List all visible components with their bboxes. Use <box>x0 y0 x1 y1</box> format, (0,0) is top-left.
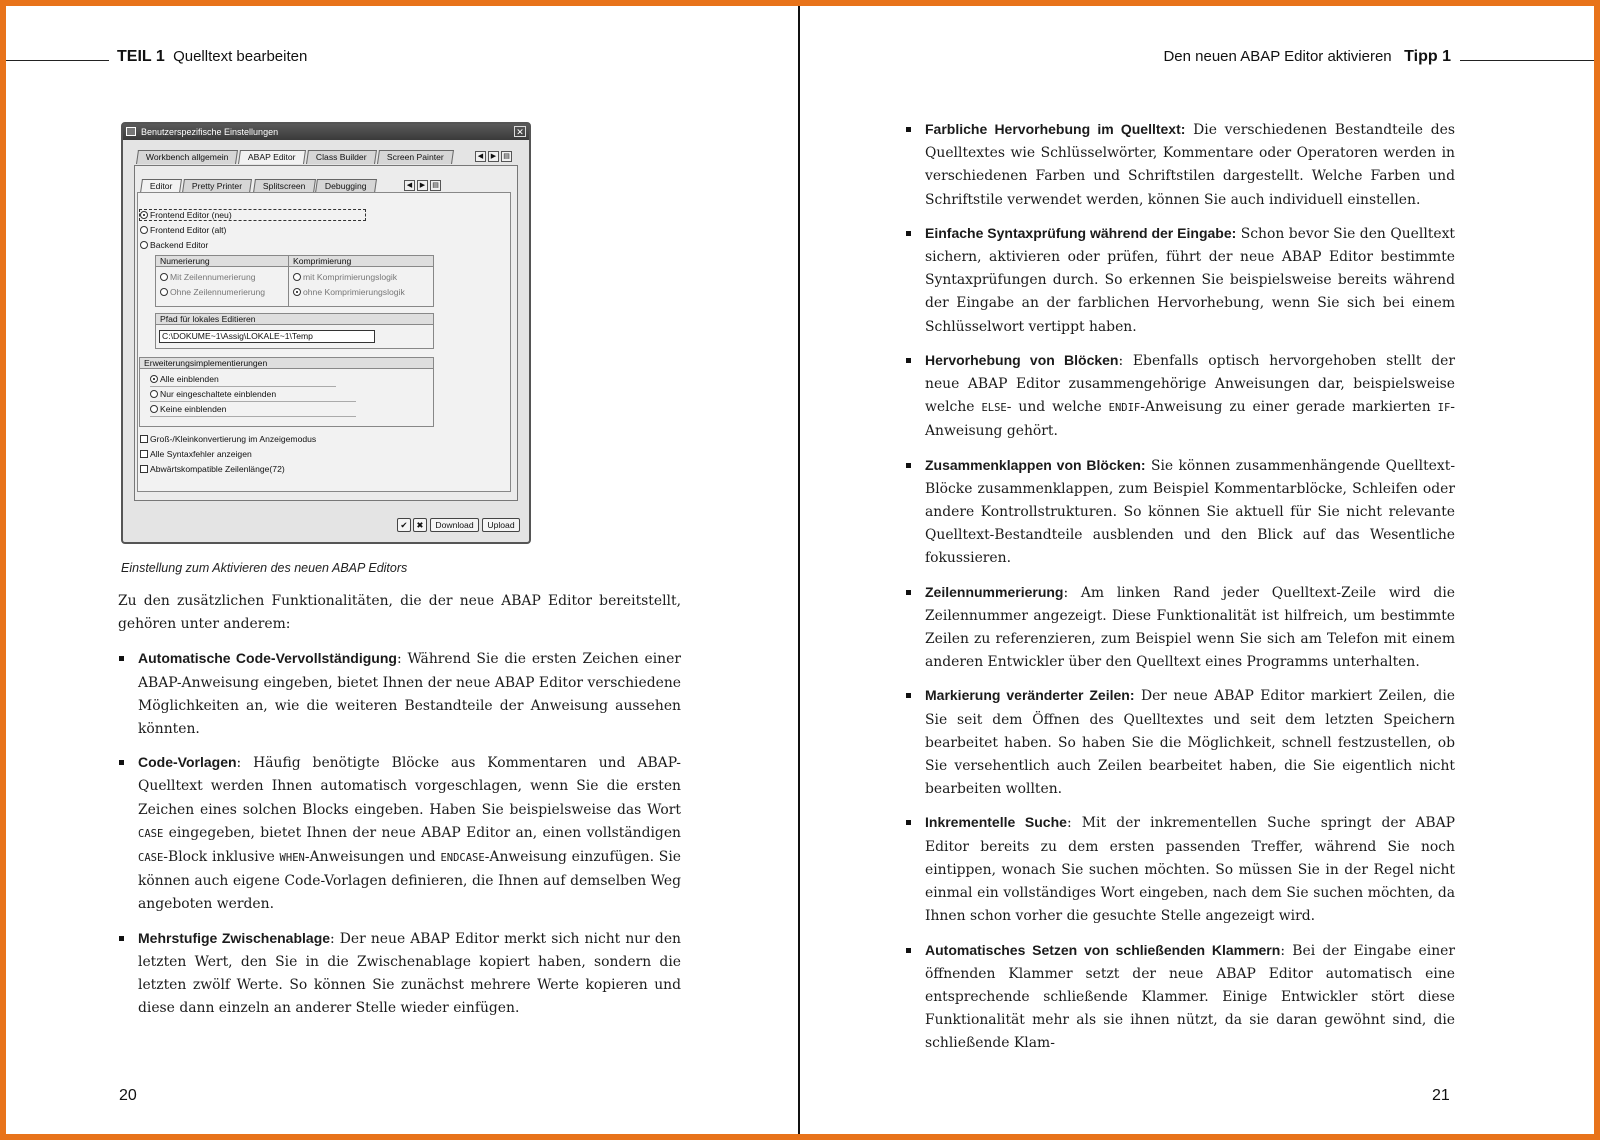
radio-icon <box>293 273 301 281</box>
list-item: Zusammenklappen von Blöcken: Sie können zusammenhängende Quelltext-Blöcke zusammenklappen, zum Beispiel Kommentarblöcke, Schleifen oder andere Kontrollstrukturen. So können Sie aktuell für Sie nicht relevante Quelltext-Bestandteile ausblenden und den Blick auf das Wesentliche fokussieren. <box>905 454 1455 571</box>
numbering-header: Numerierung <box>156 256 288 267</box>
radio-icon <box>140 241 148 249</box>
tab-list-icon[interactable]: ▤ <box>501 151 512 162</box>
subtab-splitscreen[interactable]: Splitscreen <box>253 179 315 193</box>
list-item: Automatische Code-Vervollständigung: Während Sie die ersten Zeichen einer ABAP-Anweisung eingeben, bietet Ihnen der neue ABAP Editor verschiedene Möglichkeiten an, wie die weiteren Bestandteile der Anweisung aussehen könnten. <box>118 647 681 741</box>
list-item: Automatisches Setzen von schließenden Klammern: Bei der Eingabe einer öffnenden Klammer setzt der neue ABAP Editor automatisch eine entsprechende schließende Klammer. Einige Entwickler stört diese Funktionalität mehr als sie ihnen nützt, da sie daran gewöhnt sind, die schließende Klam- <box>905 939 1455 1056</box>
feature-list <box>118 647 681 1020</box>
row-divider <box>150 416 356 417</box>
radio-show-none[interactable]: Keine einblenden <box>150 404 226 415</box>
row-divider <box>150 386 336 387</box>
right-page <box>800 6 1594 1134</box>
compression-group <box>288 255 434 307</box>
radio-show-all[interactable]: Alle einblenden <box>150 374 219 385</box>
page-number: 20 <box>119 1087 137 1104</box>
confirm-icon[interactable]: ✔ <box>397 518 411 532</box>
checkbox-icon <box>140 435 148 443</box>
header-title: Den neuen ABAP Editor aktivieren <box>1163 48 1392 65</box>
checkbox-case-conversion[interactable]: Groß-/Kleinkonvertierung im Anzeigemodus <box>140 434 316 445</box>
row-divider <box>150 401 356 402</box>
subtab-next-icon[interactable]: ▶ <box>417 180 428 191</box>
radio-icon <box>140 226 148 234</box>
radio-without-compression[interactable]: ohne Komprimierungslogik <box>293 287 405 298</box>
header-rule <box>1460 60 1594 61</box>
tab-workbench[interactable]: Workbench allgemein <box>136 150 238 164</box>
list-item: Code-Vorlagen: Häufig benötigte Blöcke aus Kommentaren und ABAP-Quelltext werden Ihnen automatisch vorgeschlagen, wenn Sie die ersten Zeichen eines solchen Blocks eingeben. Haben Sie beispielsweise das Wort CASE eingegeben, bietet Ihnen der neue ABAP Editor an, einen vollständigen CASE-Block inklusive WHEN-Anweisungen und ENDCASE-Anweisung einzufügen. Sie können auch eigene Code-Vorlagen definieren, die Ihnen auf demselben Weg angeboten werden. <box>118 751 681 916</box>
header-rule <box>6 60 109 61</box>
subtab-prev-icon[interactable]: ◀ <box>404 180 415 191</box>
main-tabs <box>137 150 455 164</box>
radio-icon <box>160 288 168 296</box>
checkbox-icon <box>140 465 148 473</box>
list-item: Farbliche Hervorhebung im Quelltext: Die verschiedenen Bestandteile des Quelltextes wie Schlüsselwörter, Kommentare oder Operatoren werden in verschiedenen Farben und Schriftstilen dargestellt. Welche Farben und Schriftstile verwendet werden, können Sie auch individuell einstellen. <box>905 118 1455 212</box>
path-input[interactable]: C:\DOKUME~1\Assig\LOKALE~1\Temp <box>159 330 375 343</box>
tab-abap-editor[interactable]: ABAP Editor <box>239 150 307 164</box>
checkbox-line-length[interactable]: Abwärtskompatible Zeilenlänge(72) <box>140 464 285 475</box>
enhancement-group <box>139 357 434 427</box>
running-header <box>117 48 307 66</box>
enhancement-header: Erweiterungsimplementierungen <box>140 358 433 369</box>
subtab-debugging[interactable]: Debugging <box>315 179 377 193</box>
left-page <box>6 6 798 1134</box>
intro-paragraph: Zu den zusätzlichen Funktionalitäten, die der neue ABAP Editor bereitstellt, gehören unter anderem: <box>118 593 681 633</box>
radio-icon <box>160 273 168 281</box>
radio-icon <box>150 390 158 398</box>
tab-next-icon[interactable]: ▶ <box>488 151 499 162</box>
editor-subpanel <box>137 192 511 492</box>
list-item: Einfache Syntaxprüfung während der Eingabe: Schon bevor Sie den Quelltext sichern, aktivieren oder prüfen, führt der neue ABAP Editor bestimmte Syntaxprüfungen durch. So erkennen Sie beispielsweise bereits während der Eingabe an der farblichen Hervorhebung, wenn Sie sich bei einem Schlüsselwort vertippt haben. <box>905 222 1455 339</box>
list-item: Inkrementelle Suche: Mit der inkrementellen Suche springt der ABAP Editor bereits zu dem ersten passenden Treffer, während Sie noch eintippen, wonach Sie suchen möchten. So müssen Sie in der Regel nicht einmal ein vollständiges Wort eingeben, nach dem Sie suchen möchten, da Ihnen schon vorher die gesuchte Stelle angezeigt wird. <box>905 811 1455 928</box>
numbering-group <box>155 255 289 307</box>
download-button[interactable]: Download <box>430 518 479 532</box>
compression-header: Komprimierung <box>289 256 433 267</box>
tab-prev-icon[interactable]: ◀ <box>475 151 486 162</box>
checkbox-icon <box>140 450 148 458</box>
running-header <box>1163 48 1451 66</box>
radio-icon <box>150 375 158 383</box>
cancel-icon[interactable]: ✖ <box>413 518 427 532</box>
settings-dialog <box>121 122 531 544</box>
tab-screen-painter[interactable]: Screen Painter <box>377 150 454 164</box>
upload-button[interactable]: Upload <box>482 518 520 532</box>
page-number: 21 <box>1432 1087 1450 1104</box>
left-body <box>118 590 681 1030</box>
list-item: Hervorhebung von Blöcken: Ebenfalls optisch hervorgehoben stellt der neue ABAP Editor zusammengehörige Anweisungen dar, beispielsweise welche ELSE- und welche ENDIF-Anweisung zu einer gerade markierten IF-Anweisung gehört. <box>905 349 1455 444</box>
subtab-list-icon[interactable]: ▤ <box>430 180 441 191</box>
radio-without-numbering[interactable]: Ohne Zeilennumerierung <box>160 287 265 298</box>
radio-icon <box>140 211 148 219</box>
tab-class-builder[interactable]: Class Builder <box>306 150 377 164</box>
tip-label: Tipp 1 <box>1404 48 1451 65</box>
header-title: Quelltext bearbeiten <box>173 48 308 65</box>
radio-show-enabled[interactable]: Nur eingeschaltete einblenden <box>150 389 276 400</box>
radio-with-compression[interactable]: mit Komprimierungslogik <box>293 272 397 283</box>
close-icon[interactable]: ✕ <box>514 126 526 137</box>
checkbox-all-syntax-errors[interactable]: Alle Syntaxfehler anzeigen <box>140 449 252 460</box>
dialog-icon <box>126 127 136 136</box>
list-item: Mehrstufige Zwischenablage: Der neue ABAP Editor merkt sich nicht nur den letzten Wert, den Sie in die Zwischenablage kopiert haben, sondern die letzten zwölf Werte. So können Sie zunächst mehrere Werte kopieren und diese dann einzeln an anderer Stelle wieder einfügen. <box>118 927 681 1021</box>
figure-caption: Einstellung zum Aktivieren des neuen ABAP Editors <box>121 561 408 575</box>
radio-backend[interactable]: Backend Editor <box>140 240 208 251</box>
radio-with-numbering[interactable]: Mit Zeilennumerierung <box>160 272 256 283</box>
radio-frontend-old[interactable]: Frontend Editor (alt) <box>140 225 226 236</box>
subtab-pretty-printer[interactable]: Pretty Printer <box>182 179 252 193</box>
radio-icon <box>293 288 301 296</box>
dialog-title: Benutzerspezifische Einstellungen <box>141 127 279 137</box>
radio-icon <box>150 405 158 413</box>
path-header: Pfad für lokales Editieren <box>156 314 433 325</box>
right-body <box>905 118 1455 1066</box>
subtab-editor[interactable]: Editor <box>140 179 182 193</box>
feature-list <box>905 118 1455 1056</box>
part-label: TEIL 1 <box>117 48 165 65</box>
radio-frontend-new[interactable]: Frontend Editor (neu) <box>140 210 232 221</box>
list-item: Zeilennummerierung: Am linken Rand jeder Quelltext-Zeile wird die Zeilennummer angezeigt. Diese Funktionalität ist hilfreich, um bestimmte Zeilen zu referenzieren, zum Beispiel wenn Sie sich am Telefon mit einem anderen Entwickler über den Quelltext eines Programms unterhalten. <box>905 581 1455 675</box>
list-item: Markierung veränderter Zeilen: Der neue ABAP Editor markiert Zeilen, die Sie seit dem Öffnen des Quelltextes und seit dem letzten Speichern bearbeitet haben. So haben Sie die Möglichkeit, schnell festzustellen, ob Sie versehentlich auch Zeilen bearbeitet haben, die Sie eigentlich nicht bearbeiten wollten. <box>905 684 1455 801</box>
sub-tabs <box>141 179 378 193</box>
dialog-titlebar <box>123 124 529 140</box>
